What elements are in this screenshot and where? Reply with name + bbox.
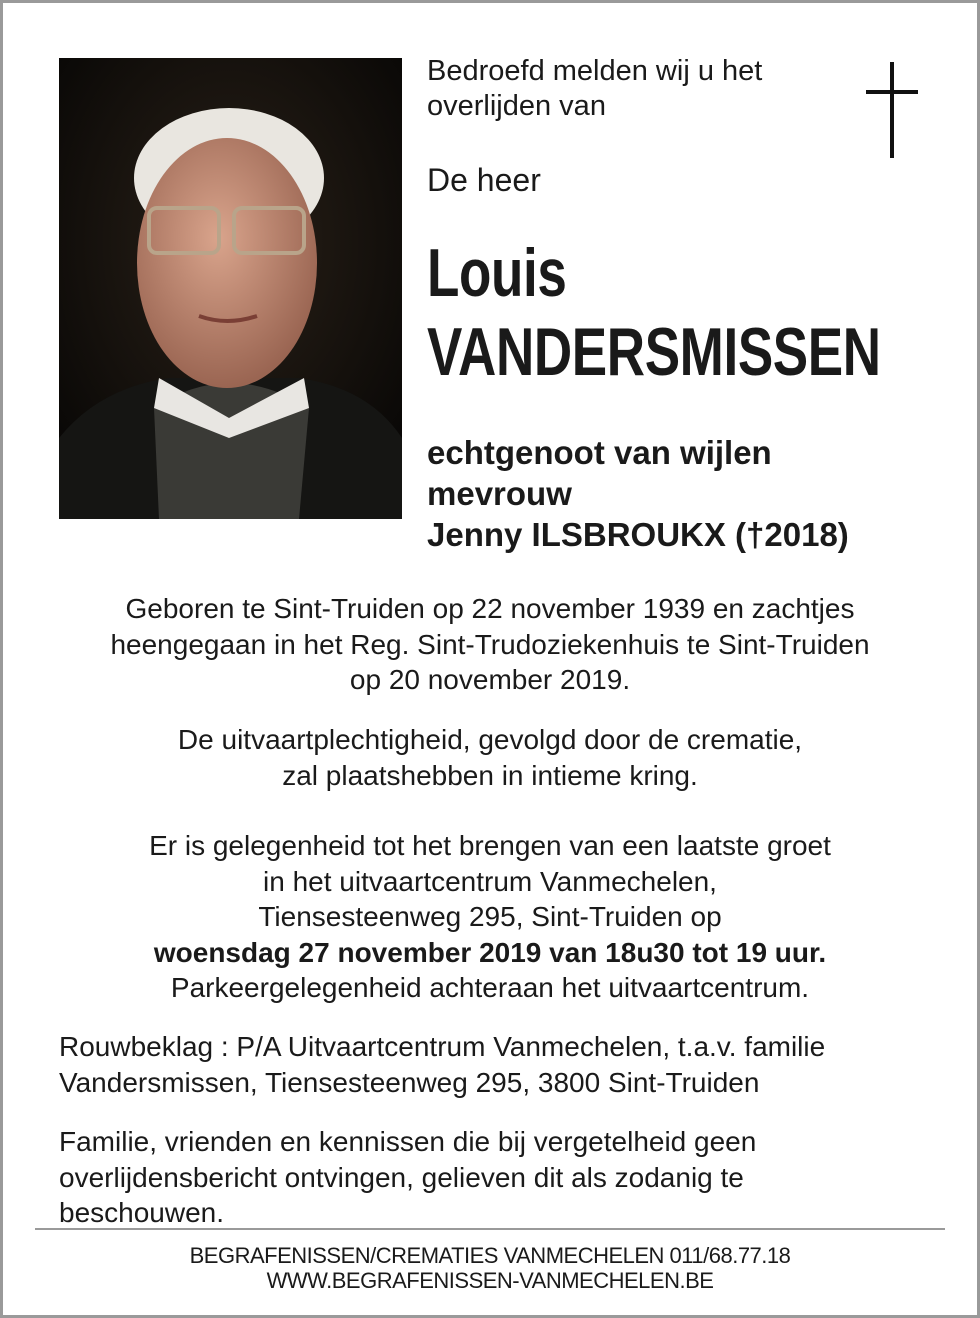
text-line: zal plaatshebben in intieme kring. xyxy=(282,759,698,791)
last-name: VANDERSMISSEN xyxy=(427,314,881,390)
footer-contact: BEGRAFENISSEN/CREMATIES VANMECHELEN 011/68.77.18 xyxy=(189,1243,791,1268)
text-line: op 20 november 2019. xyxy=(349,664,631,695)
spouse-line: mevrouw xyxy=(427,475,572,512)
text-line: in het uitvaartcentrum Vanmechelen, xyxy=(263,865,717,897)
notice-text xyxy=(59,1124,939,1231)
farewell-text xyxy=(40,828,940,1006)
intro-line: Bedroefd melden wij u het xyxy=(427,55,763,87)
text-line: Tiensesteenweg 295, Sint-Truiden op xyxy=(258,901,722,932)
birth-death-text xyxy=(40,591,940,698)
funeral-home-footer xyxy=(40,1243,940,1293)
text-line: Familie, vrienden en kennissen die bij vergetelheid geen xyxy=(59,1126,757,1157)
text-line: Rouwbeklag : P/A Uitvaartcentrum Vanmechelen, t.a.v. familie xyxy=(59,1031,826,1062)
divider xyxy=(35,1228,945,1230)
portrait-photo xyxy=(59,58,402,519)
text-line: overlijdensbericht ontvingen, gelieven dit als zodanig te xyxy=(59,1161,744,1193)
text-line: Vandersmissen, Tiensesteenweg 295, 3800 Sint-Truiden xyxy=(59,1066,760,1098)
text-line: beschouwen. xyxy=(59,1197,225,1228)
intro-line: overlijden van xyxy=(427,90,606,122)
footer-website: WWW.BEGRAFENISSEN-VANMECHELEN.BE xyxy=(266,1268,714,1293)
farewell-date: woensdag 27 november 2019 van 18u30 tot 19 uur. xyxy=(153,936,827,968)
spouse-line: Jenny ILSBROUKX (†2018) xyxy=(427,516,849,553)
intro-text xyxy=(427,54,762,124)
text-line: heengegaan in het Reg. Sint-Trudoziekenhuis te Sint-Truiden xyxy=(110,628,870,660)
parking-text: Parkeergelegenheid achteraan het uitvaartcentrum. xyxy=(170,972,810,1003)
first-name: Louis xyxy=(427,235,567,311)
condolences-text xyxy=(59,1029,939,1100)
text-line: De uitvaartplechtigheid, gevolgd door de crematie, xyxy=(177,724,803,755)
text-line: Er is gelegenheid tot het brengen van een laatste groet xyxy=(149,830,831,861)
spouse-info xyxy=(427,432,849,555)
honorific: De heer xyxy=(427,162,541,198)
cross-icon xyxy=(862,62,922,158)
ceremony-text xyxy=(40,722,940,793)
text-line: Geboren te Sint-Truiden op 22 november 1939 en zachtjes xyxy=(125,593,855,624)
spouse-line: echtgenoot van wijlen xyxy=(427,434,772,471)
